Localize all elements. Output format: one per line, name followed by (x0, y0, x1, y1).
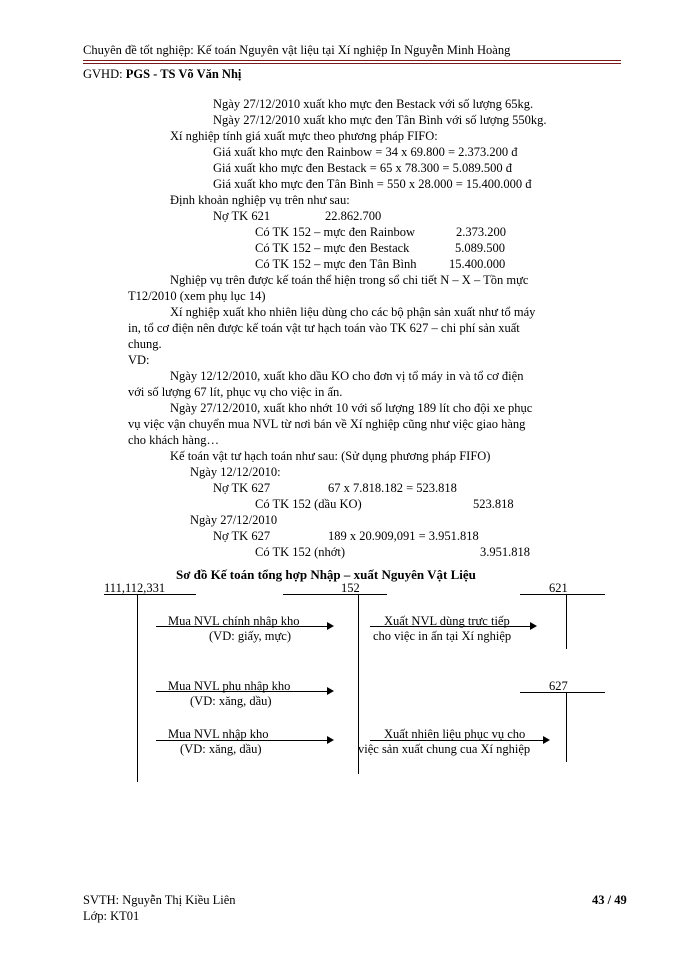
diagram-title: Sơ đồ Kế toán tổng hợp Nhập – xuất Nguyên Vật Liệu (176, 567, 476, 582)
entry-credit-value: 15.400.000 (449, 257, 506, 271)
body-line: in, tổ cơ điện nên được kế toán vật tư hạch toán vào TK 627 – chi phí sản xuất (128, 321, 520, 335)
gvhd-label: GVHD: (83, 67, 123, 81)
header-rule-2 (83, 63, 621, 64)
t-account-top-mid (283, 594, 387, 595)
flow-arrow (156, 691, 332, 692)
t-account-stem-right2 (566, 692, 567, 762)
entry-credit-value: 523.818 (473, 497, 514, 511)
account-label-152: 152 (341, 581, 360, 595)
body-line: vụ việc vận chuyển mua NVL từ nơi bán về Xí nghiệp cũng như việc giao hàng (128, 417, 526, 431)
flow-label: (VD: giấy, mực) (209, 629, 291, 643)
flow-label: Mua NVL nhập kho (168, 727, 269, 741)
account-label-627: 627 (549, 679, 568, 693)
body-line: Ngày 12/12/2010, xuất kho dầu KO cho đơn vị tổ máy in và tổ cơ điện (170, 369, 524, 383)
gvhd-name: PGS - TS Võ Văn Nhị (125, 67, 242, 81)
body-line: cho khách hàng… (128, 433, 219, 447)
entry-credit-label: Có TK 152 (dầu KO) (255, 497, 362, 511)
entry-debit-label: Nợ TK 627 (213, 481, 271, 495)
flow-label: Mua NVL chính nhập kho (168, 614, 300, 628)
flow-label: (VD: xăng, dầu) (190, 694, 272, 708)
entry-credit-value: 2.373.200 (456, 225, 506, 239)
entry-calc: 67 x 7.818.182 = 523.818 (328, 481, 457, 495)
flow-label: việc sản xuất chung cua Xí nghiệp (358, 742, 531, 756)
body-line: Định khoản nghiệp vụ trên như sau: (170, 193, 350, 207)
body-line: Nghiệp vụ trên được kế toán thể hiện trong sổ chi tiết N – X – Tồn mực (170, 273, 529, 287)
body-line: Giá xuất kho mực đen Tân Bình = 550 x 28.000 = 15.400.000 đ (213, 177, 532, 191)
t-account-stem-right (566, 594, 567, 649)
footer-class: Lớp: KT01 (83, 909, 140, 923)
body-line: Kế toán vật tư hạch toán như sau: (Sử dụng phương pháp FIFO) (170, 449, 491, 463)
flow-label: Mua NVL phụ nhập kho (168, 679, 291, 693)
entry-credit-label: Có TK 152 (nhớt) (255, 545, 346, 559)
body-line: Xí nghiệp tính giá xuất mực theo phương pháp FIFO: (170, 129, 438, 143)
body-line: T12/2010 (xem phụ lục 14) (128, 289, 266, 303)
body-line: với số lượng 67 lít, phục vụ cho việc in ấn. (128, 385, 343, 399)
entry-calc: 189 x 20.909,091 = 3.951.818 (328, 529, 479, 543)
page-number: 43 / 49 (592, 893, 627, 907)
entry-credit-label: Có TK 152 – mực đen Bestack (255, 241, 410, 255)
flow-arrow (370, 626, 535, 627)
footer-svth: SVTH: Nguyễn Thị Kiều Liên (83, 893, 236, 907)
entry-credit-value: 3.951.818 (480, 545, 530, 559)
body-line: chung. (128, 337, 162, 351)
body-line: Ngày 27/12/2010, xuất kho nhớt 10 với số lượng 189 lít cho đội xe phục (170, 401, 533, 415)
flow-label: cho việc in ấn tại Xí nghiệp (373, 629, 512, 643)
header-title: Chuyên đề tốt nghiệp: Kế toán Nguyên vật liệu tại Xí nghiệp In Nguyễn Minh Hoàng (83, 43, 511, 57)
account-label-111: 111,112,331 (104, 581, 166, 595)
flow-arrow (156, 626, 332, 627)
account-label-621: 621 (549, 581, 568, 595)
gvhd-line (83, 66, 241, 82)
entry-credit-label: Có TK 152 – mực đen Rainbow (255, 225, 416, 239)
entry-credit-value: 5.089.500 (455, 241, 505, 255)
flow-label: Xuất NVL dùng trực tiếp (384, 614, 510, 628)
body-line: Giá xuất kho mực đen Rainbow = 34 x 69.800 = 2.373.200 đ (213, 145, 518, 159)
entry-debit-label: Nợ TK 621 (213, 209, 271, 223)
body-line: Ngày 27/12/2010 xuất kho mực đen Bestack với số lượng 65kg. (213, 97, 534, 111)
entry-debit-value: 22.862.700 (325, 209, 382, 223)
flow-label: (VD: xăng, dầu) (180, 742, 262, 756)
t-account-top-right2 (520, 692, 605, 693)
t-account-stem-left (137, 594, 138, 782)
t-account-top-left (104, 594, 196, 595)
body-line: VD: (128, 353, 150, 367)
date-line: Ngày 27/12/2010 (190, 513, 278, 527)
t-account-top-right (520, 594, 605, 595)
flow-label: Xuất nhiên liệu phục vụ cho (384, 727, 526, 741)
body-line: Giá xuất kho mực đen Bestack = 65 x 78.300 = 5.089.500 đ (213, 161, 512, 175)
date-line: Ngày 12/12/2010: (190, 465, 281, 479)
body-line: Xí nghiệp xuất kho nhiên liệu dùng cho các bộ phận sản xuất như tổ máy (170, 305, 536, 319)
header-rule (83, 60, 621, 61)
body-line: Ngày 27/12/2010 xuất kho mực đen Tân Bình với số lượng 550kg. (213, 113, 547, 127)
entry-debit-label: Nợ TK 627 (213, 529, 271, 543)
entry-credit-label: Có TK 152 – mực đen Tân Bình (255, 257, 417, 271)
